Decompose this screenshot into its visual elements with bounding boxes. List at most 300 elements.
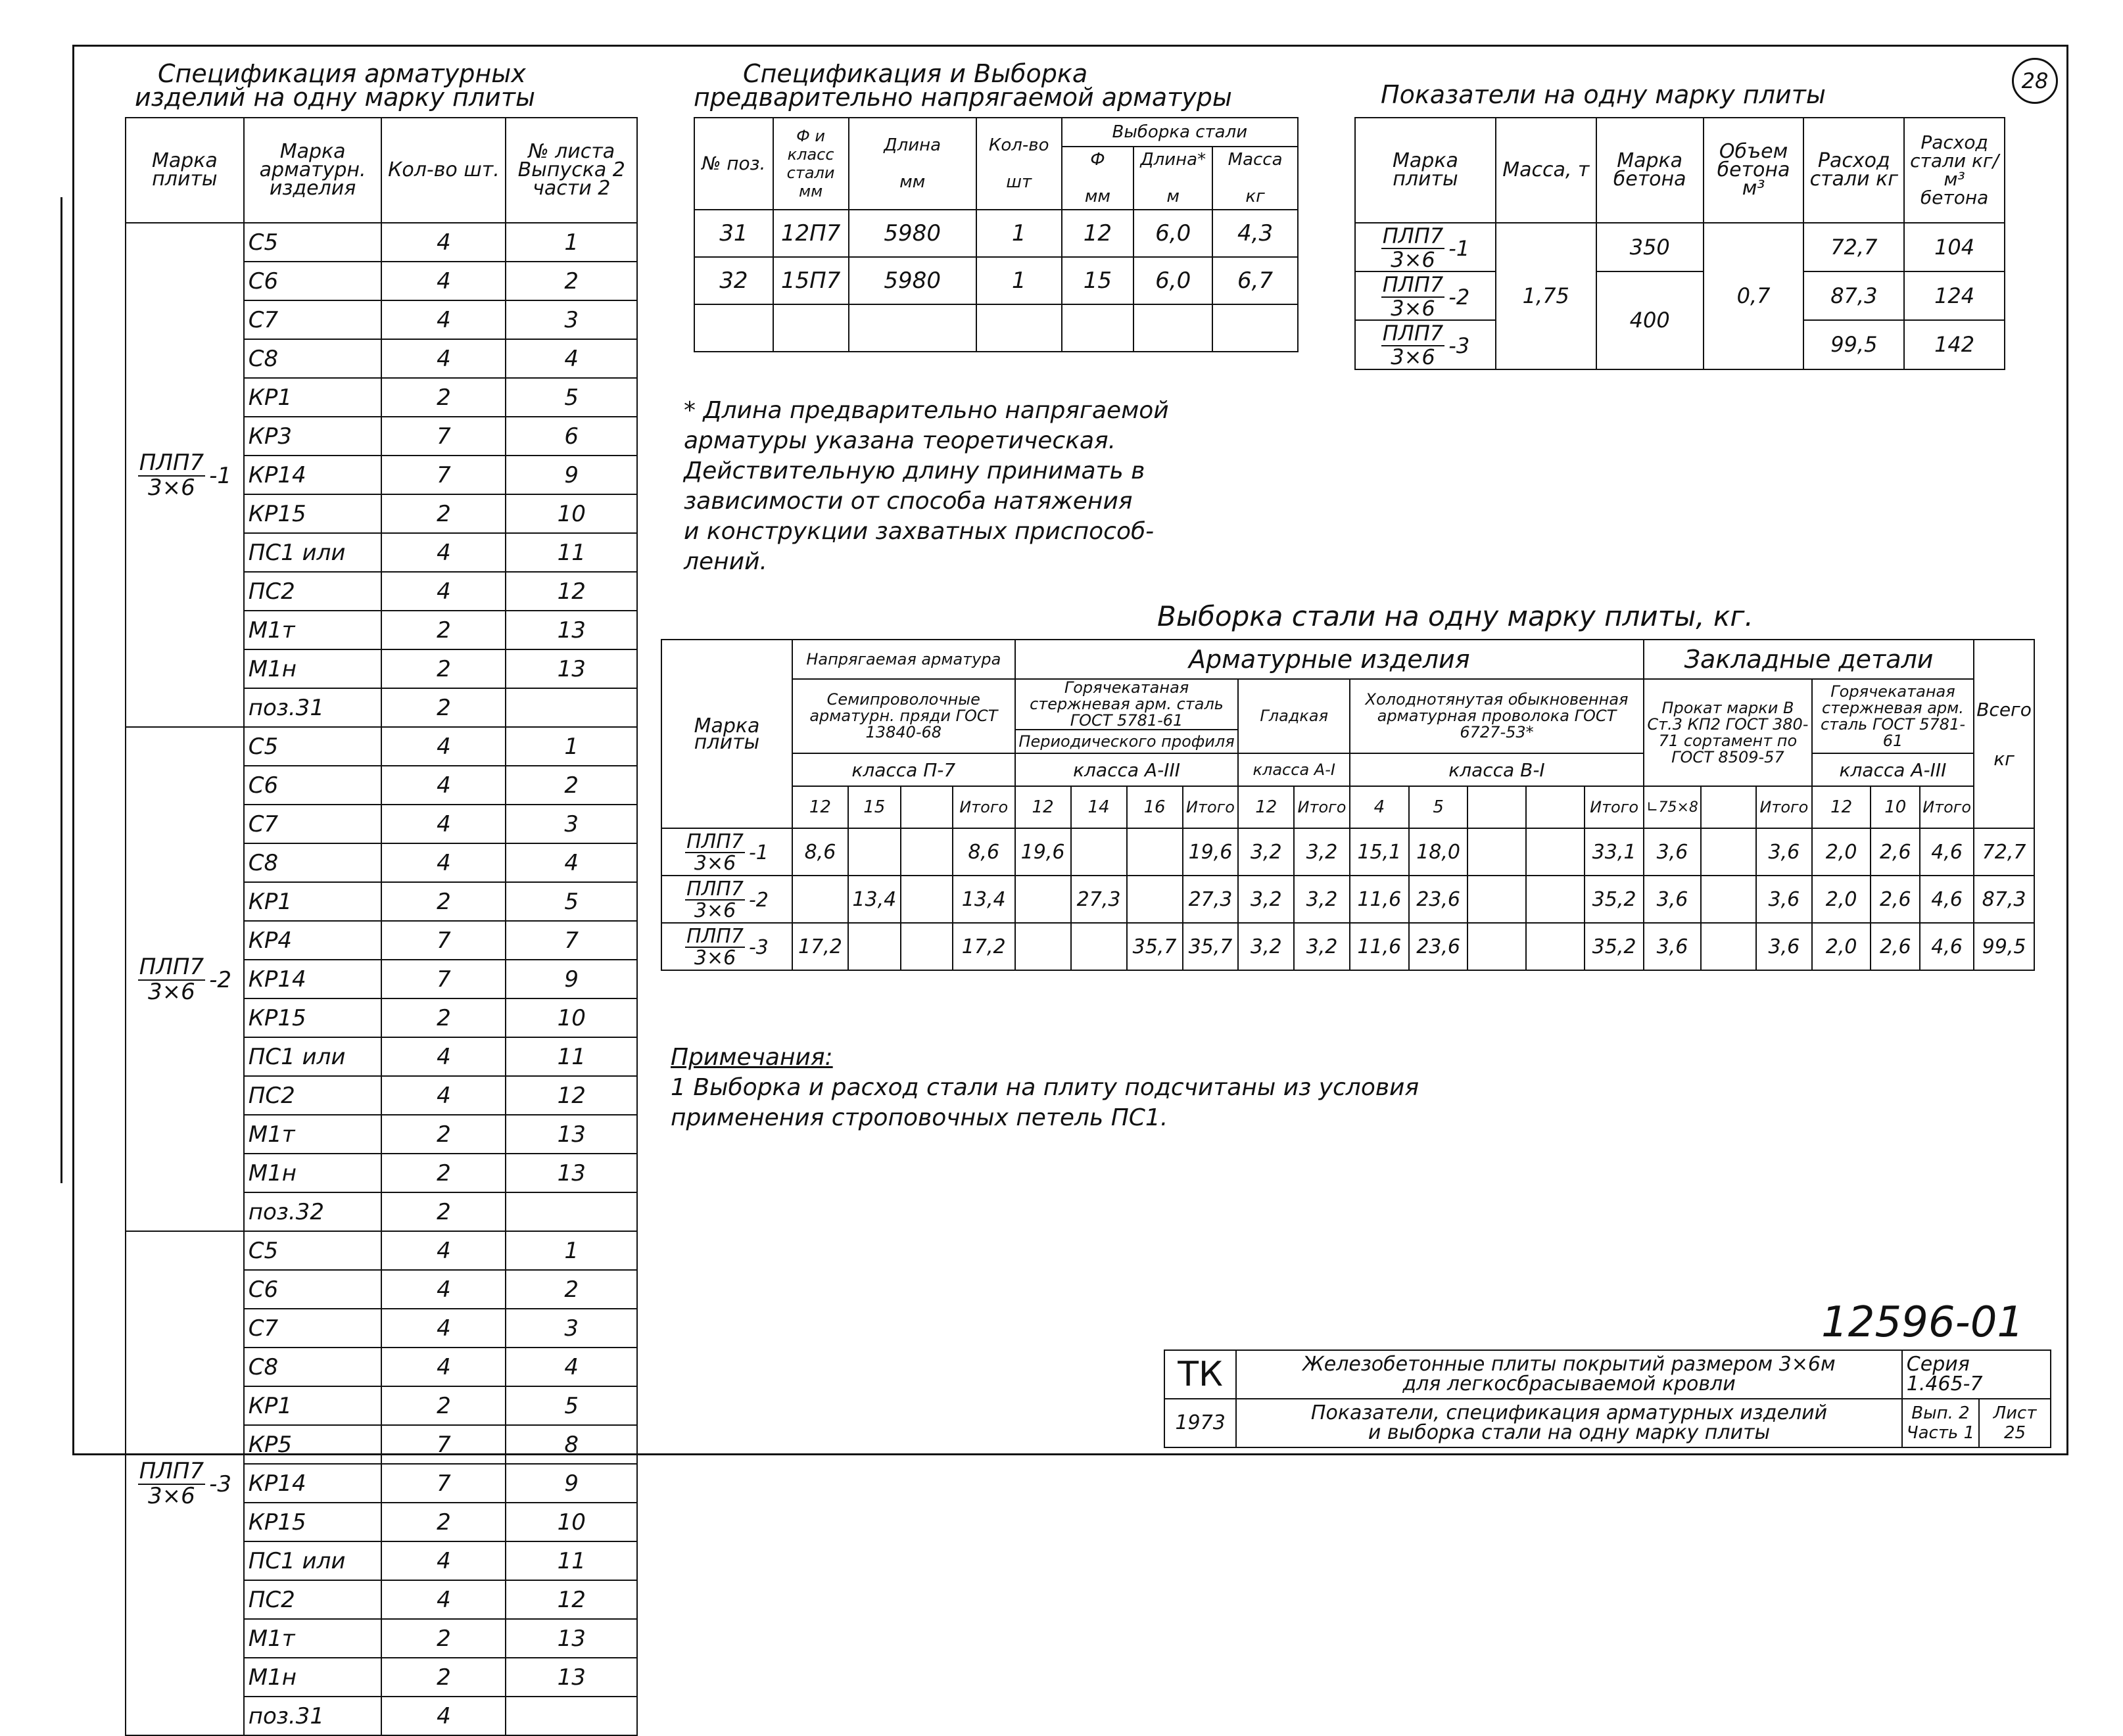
- pre-cell: 5980: [849, 210, 976, 257]
- spec-cell-product: КР3: [244, 417, 382, 456]
- spec-cell-product: С6: [244, 1270, 382, 1309]
- pre-cell: 12П7: [773, 210, 849, 257]
- spec-cell-product: С6: [244, 262, 382, 300]
- spec-cell-product: С7: [244, 1309, 382, 1348]
- stl-class-a3: класса А-III: [1015, 753, 1239, 786]
- stl-cell: [1467, 923, 1526, 970]
- stl-cell: [1526, 828, 1585, 876]
- spec-cell-qty: 2: [381, 1658, 506, 1697]
- spec-cell-qty: 4: [381, 262, 506, 300]
- ind-cell-steel: 72,7: [1803, 223, 1904, 271]
- stl-cell: [901, 923, 953, 970]
- spec-mark-fraction: [138, 452, 205, 500]
- stl-cell: 35,7: [1127, 923, 1183, 970]
- document-number: 12596-01: [1821, 1298, 2024, 1347]
- spec-row: [126, 1231, 637, 1270]
- left-margin-line: [60, 197, 62, 1183]
- stl-class-a1: класса А-I: [1238, 753, 1350, 786]
- stl-cell-mark: [661, 923, 792, 970]
- stamp-title: Железобетонные плиты покрытий размером 3×6м для легкосбрасываемой кровли: [1236, 1350, 1902, 1399]
- spec-cell-product: М1т: [244, 1619, 382, 1658]
- ind-mark: [1381, 225, 1469, 271]
- stl-cell: 3,6: [1644, 876, 1701, 923]
- stl-row: [661, 828, 2034, 876]
- title-stamp: [1164, 1349, 2051, 1448]
- pre-row: [694, 304, 1298, 352]
- spec-cell-qty: 4: [381, 766, 506, 805]
- spec-cell-qty: 4: [381, 339, 506, 378]
- spec-cell-sheet: 10: [506, 494, 637, 533]
- ind-mark: [1381, 323, 1469, 368]
- pre-cell: 6,0: [1133, 257, 1212, 304]
- spec-mark-numerator: ПЛП7: [139, 1458, 204, 1485]
- indicators-table: [1354, 117, 2005, 370]
- stl-cell: 4,6: [1920, 828, 1974, 876]
- stamp-issue: Вып. 2 Часть 1: [1902, 1399, 1979, 1447]
- stl-diameter: 16: [1127, 786, 1183, 828]
- ind-cell-perm3: 104: [1904, 223, 2005, 271]
- spec-mark-label: [138, 956, 231, 1004]
- stl-col-prestress: Напрягаемая арматура: [792, 640, 1015, 679]
- spec-mark-suffix: -2: [209, 967, 231, 993]
- spec-cell-product: С5: [244, 1231, 382, 1270]
- pre-cell: 4,3: [1212, 210, 1298, 257]
- spec-cell-sheet: 5: [506, 882, 637, 921]
- spec-cell-sheet: 9: [506, 456, 637, 494]
- spec-cell-product: КР15: [244, 494, 382, 533]
- spec-cell-qty: 4: [381, 1076, 506, 1115]
- prestress-table: [694, 117, 1299, 352]
- stl-cell: 3,6: [1644, 828, 1701, 876]
- stl-mark-numerator: ПЛП7: [686, 877, 744, 901]
- pre-cell: [1133, 304, 1212, 352]
- stl-cell: 23,6: [1409, 923, 1468, 970]
- spec-cell-sheet: 4: [506, 843, 637, 882]
- spec-group-mark: [126, 727, 244, 1231]
- spec-cell-qty: 2: [381, 378, 506, 417]
- pre-cell: 6,0: [1133, 210, 1212, 257]
- spec-mark-suffix: -3: [209, 1471, 231, 1497]
- stl-cell: 19,6: [1183, 828, 1239, 876]
- stl-itogo: Итого: [1585, 786, 1644, 828]
- stl-col-rolled: Прокат марки В Ст.3 КП2 ГОСТ 380-71 сортамент по ГОСТ 8509-57: [1644, 679, 1812, 786]
- pre-cell: 12: [1062, 210, 1134, 257]
- stl-cell: 4,6: [1920, 923, 1974, 970]
- stl-cell: [1127, 828, 1183, 876]
- spec-mark-fraction: [138, 1460, 205, 1508]
- ind-mark-suffix: -3: [1448, 333, 1470, 358]
- spec-cell-sheet: 3: [506, 300, 637, 339]
- ind-mark-numerator: ПЛП7: [1382, 321, 1444, 346]
- ind-col-perm3: Расход стали кг/м³ бетона: [1904, 118, 2005, 223]
- spec-cell-product: М1н: [244, 1154, 382, 1192]
- stl-cell: 3,2: [1238, 876, 1294, 923]
- stl-diameter: 12: [1812, 786, 1871, 828]
- spec-cell-product: ПС1 или: [244, 1037, 382, 1076]
- stl-cell: 15,1: [1350, 828, 1409, 876]
- stl-cell: 2,6: [1871, 923, 1920, 970]
- stl-col-total: Всего кг: [1974, 640, 2034, 828]
- stl-cell: 3,6: [1644, 923, 1701, 970]
- stl-cell: 17,2: [953, 923, 1015, 970]
- stl-cell: 17,2: [792, 923, 848, 970]
- spec-cell-sheet: 7: [506, 921, 637, 960]
- spec-cell-product: КР14: [244, 1464, 382, 1503]
- ind-mark-suffix: -1: [1448, 235, 1470, 261]
- spec-cell-sheet: 13: [506, 649, 637, 688]
- stl-diameter: [1526, 786, 1585, 828]
- pre-col-m: Масса кг: [1212, 147, 1298, 210]
- spec-cell-product: КР14: [244, 960, 382, 998]
- spec-row: [126, 223, 637, 262]
- spec-cell-sheet: 12: [506, 572, 637, 611]
- spec-col-mark: Марка плиты: [126, 118, 244, 223]
- sheet-number: 28: [2021, 68, 2049, 93]
- stl-cell: 19,6: [1015, 828, 1071, 876]
- stl-mark-fraction: [685, 832, 745, 874]
- spec-cell-product: КР5: [244, 1425, 382, 1464]
- spec-col-product: Марка арматурн. изделия: [244, 118, 382, 223]
- spec-mark-label: [138, 452, 231, 500]
- stl-row: [661, 876, 2034, 923]
- spec-row: [126, 727, 637, 766]
- ind-cell-mark: [1355, 320, 1496, 369]
- spec-cell-product: ПС1 или: [244, 533, 382, 572]
- prestress-title: Спецификация и Выборка: [743, 59, 1088, 88]
- spec-group-mark: [126, 223, 244, 727]
- spec-cell-sheet: 5: [506, 1386, 637, 1425]
- stl-cell: 3,2: [1238, 923, 1294, 970]
- stl-cell: 2,0: [1812, 923, 1871, 970]
- spec-cell-qty: 7: [381, 921, 506, 960]
- stamp-year: 1973: [1164, 1399, 1236, 1447]
- stl-diameter: 4: [1350, 786, 1409, 828]
- stl-col-embedded: Закладные детали: [1644, 640, 1974, 679]
- stl-col-products: Арматурные изделия: [1015, 640, 1644, 679]
- stl-col-cold: Холоднотянутая обыкновенная арматурная проволока ГОСТ 6727-53*: [1350, 679, 1644, 753]
- sheet-number-circle: [2012, 58, 2058, 104]
- stl-cell: [1526, 876, 1585, 923]
- stl-cell: 3,2: [1294, 923, 1350, 970]
- stl-diameter: 12: [1015, 786, 1071, 828]
- ind-cell-concrete: 350: [1596, 223, 1704, 271]
- spec-cell-sheet: 1: [506, 223, 637, 262]
- spec-cell-product: КР14: [244, 456, 382, 494]
- spec-group-mark: [126, 1231, 244, 1735]
- stl-col-hot: Горячекатаная стержневая арм. сталь ГОСТ 5781-61: [1015, 679, 1239, 730]
- spec-cell-sheet: 4: [506, 339, 637, 378]
- stl-cell: 2,6: [1871, 828, 1920, 876]
- spec-cell-product: С5: [244, 727, 382, 766]
- spec-cell-product: М1н: [244, 1658, 382, 1697]
- stl-cell: [1467, 828, 1526, 876]
- stl-cell-mark: [661, 828, 792, 876]
- ind-row: [1355, 223, 2005, 271]
- spec-title: Спецификация арматурных: [158, 59, 526, 88]
- stl-mark-denominator: 3×6: [694, 852, 736, 875]
- stl-cell: [901, 876, 953, 923]
- stl-class-p7: класса П-7: [792, 753, 1015, 786]
- stl-mark: [685, 879, 769, 922]
- pre-col-qty: Кол-во шт: [976, 118, 1062, 210]
- spec-cell-sheet: 2: [506, 262, 637, 300]
- ind-mark-fraction: [1381, 323, 1445, 368]
- stl-cell: [1701, 876, 1756, 923]
- stl-cell: 3,6: [1756, 923, 1812, 970]
- spec-cell-qty: 4: [381, 572, 506, 611]
- stl-mark-fraction: [685, 879, 745, 922]
- spec-cell-qty: 2: [381, 882, 506, 921]
- pre-cell: [976, 304, 1062, 352]
- stl-cell: [1015, 923, 1071, 970]
- stl-itogo: Итого: [1183, 786, 1239, 828]
- stl-cell: [1701, 828, 1756, 876]
- stl-cell: [792, 876, 848, 923]
- spec-cell-product: С6: [244, 766, 382, 805]
- stl-diameter: 15: [848, 786, 901, 828]
- ind-mark-suffix: -2: [1448, 284, 1470, 310]
- stl-cell: 35,2: [1585, 923, 1644, 970]
- ind-cell-mass: 1,75: [1496, 223, 1596, 369]
- stl-cell: [1071, 828, 1127, 876]
- stl-cell: 2,6: [1871, 876, 1920, 923]
- stl-cell: 99,5: [1974, 923, 2034, 970]
- stl-cell: 3,6: [1756, 876, 1812, 923]
- spec-mark-denominator: 3×6: [148, 1483, 195, 1509]
- stl-col-smooth: Гладкая: [1238, 679, 1350, 753]
- stl-mark-suffix: -3: [748, 935, 769, 959]
- pre-cell: 6,7: [1212, 257, 1298, 304]
- ind-row: [1355, 271, 2005, 320]
- spec-cell-sheet: [506, 1697, 637, 1735]
- stamp-subtitle: Показатели, спецификация арматурных изделий и выборка стали на одну марку плиты: [1236, 1399, 1902, 1447]
- spec-cell-qty: 7: [381, 960, 506, 998]
- stl-mark-numerator: ПЛП7: [686, 830, 744, 853]
- spec-cell-qty: 4: [381, 1309, 506, 1348]
- pre-cell: 5980: [849, 257, 976, 304]
- spec-cell-sheet: 10: [506, 1503, 637, 1541]
- spec-cell-product: КР1: [244, 1386, 382, 1425]
- stl-col-periodic: Периодического профиля: [1015, 730, 1239, 753]
- stl-col-hot2: Горячекатаная стержневая арм. сталь ГОСТ 5781-61: [1812, 679, 1974, 753]
- spec-cell-sheet: 12: [506, 1580, 637, 1619]
- spec-cell-sheet: 11: [506, 533, 637, 572]
- spec-cell-qty: 7: [381, 1464, 506, 1503]
- spec-cell-product: С5: [244, 223, 382, 262]
- spec-cell-sheet: [506, 1192, 637, 1231]
- ind-cell-steel: 87,3: [1803, 271, 1904, 320]
- spec-cell-product: КР1: [244, 378, 382, 417]
- spec-mark-suffix: -1: [209, 463, 231, 489]
- spec-col-qty: Кол-во шт.: [381, 118, 506, 223]
- stl-mark-denominator: 3×6: [694, 899, 736, 922]
- stl-cell: 3,2: [1294, 828, 1350, 876]
- stl-row: [661, 923, 2034, 970]
- spec-cell-qty: 2: [381, 1154, 506, 1192]
- spec-cell-qty: 2: [381, 998, 506, 1037]
- stl-cell: [848, 828, 901, 876]
- spec-cell-product: М1т: [244, 1115, 382, 1154]
- ind-col-steel: Расход стали кг: [1803, 118, 1904, 223]
- spec-table: [125, 117, 638, 1736]
- stl-itogo: Итого: [1756, 786, 1812, 828]
- spec-cell-sheet: 4: [506, 1348, 637, 1386]
- stl-itogo: Итого: [953, 786, 1015, 828]
- pre-cell: [694, 304, 773, 352]
- pre-row: [694, 210, 1298, 257]
- spec-cell-sheet: 2: [506, 766, 637, 805]
- pre-col-l: Длина* м: [1133, 147, 1212, 210]
- stl-diameter: 12: [1238, 786, 1294, 828]
- spec-cell-product: М1т: [244, 611, 382, 649]
- pre-cell: [849, 304, 976, 352]
- spec-cell-qty: 7: [381, 1425, 506, 1464]
- steel-title: Выборка стали на одну марку плиты, кг.: [1157, 600, 1753, 632]
- spec-cell-qty: 4: [381, 223, 506, 262]
- spec-cell-sheet: 8: [506, 1425, 637, 1464]
- stamp-tk: ТК: [1164, 1350, 1236, 1399]
- stl-profile: ∟75×8: [1644, 786, 1701, 828]
- stl-cell: 72,7: [1974, 828, 2034, 876]
- spec-cell-sheet: 1: [506, 727, 637, 766]
- ind-mark-denominator: 3×6: [1391, 295, 1435, 321]
- stl-cell: 13,4: [953, 876, 1015, 923]
- spec-cell-qty: 4: [381, 1348, 506, 1386]
- stl-mark-suffix: -2: [748, 888, 769, 912]
- spec-cell-product: С7: [244, 805, 382, 843]
- pre-cell: 1: [976, 257, 1062, 304]
- spec-cell-product: ПС2: [244, 572, 382, 611]
- spec-cell-product: С8: [244, 339, 382, 378]
- stamp-sheet: Лист 25: [1979, 1399, 2051, 1447]
- stl-class-b1: класса В-I: [1350, 753, 1644, 786]
- spec-cell-product: КР1: [244, 882, 382, 921]
- stl-mark-fraction: [685, 926, 745, 969]
- ind-cell-mark: [1355, 271, 1496, 320]
- pre-col-len: Длина мм: [849, 118, 976, 210]
- stl-cell: [848, 923, 901, 970]
- stl-cell: [1701, 923, 1756, 970]
- stl-mark-numerator: ПЛП7: [686, 924, 744, 948]
- steel-table: [661, 639, 2035, 971]
- spec-cell-sheet: 3: [506, 1309, 637, 1348]
- spec-cell-sheet: 13: [506, 1658, 637, 1697]
- ind-mark-numerator: ПЛП7: [1382, 272, 1444, 298]
- stl-cell: 13,4: [848, 876, 901, 923]
- pre-col-d: Ф мм: [1062, 147, 1134, 210]
- spec-cell-sheet: 13: [506, 611, 637, 649]
- pre-col-group: Выборка стали: [1062, 118, 1298, 147]
- spec-cell-product: ПС2: [244, 1076, 382, 1115]
- ind-col-concrete: Марка бетона: [1596, 118, 1704, 223]
- spec-cell-product: С7: [244, 300, 382, 339]
- spec-cell-product: М1н: [244, 649, 382, 688]
- spec-cell-qty: 2: [381, 649, 506, 688]
- stl-diameter: [901, 786, 953, 828]
- spec-cell-qty: 2: [381, 611, 506, 649]
- stl-cell: 18,0: [1409, 828, 1468, 876]
- spec-cell-sheet: 11: [506, 1541, 637, 1580]
- stl-diameter: 14: [1071, 786, 1127, 828]
- stl-cell: 35,2: [1585, 876, 1644, 923]
- pre-cell: [773, 304, 849, 352]
- pre-col-pos: № поз.: [694, 118, 773, 210]
- spec-cell-product: ПС1 или: [244, 1541, 382, 1580]
- spec-cell-product: КР15: [244, 998, 382, 1037]
- ind-cell-perm3: 142: [1904, 320, 2005, 369]
- ind-col-volume: Объем бетона м³: [1704, 118, 1804, 223]
- stl-cell: [901, 828, 953, 876]
- pre-cell: 1: [976, 210, 1062, 257]
- ind-mark-fraction: [1381, 225, 1445, 271]
- stl-mark-suffix: -1: [748, 841, 769, 864]
- spec-mark-fraction: [138, 956, 205, 1004]
- stamp-series: Серия 1.465-7: [1902, 1350, 2051, 1399]
- stl-cell: [1526, 923, 1585, 970]
- spec-mark-numerator: ПЛП7: [139, 450, 204, 477]
- spec-cell-sheet: 13: [506, 1115, 637, 1154]
- spec-cell-qty: 4: [381, 727, 506, 766]
- spec-cell-qty: 4: [381, 843, 506, 882]
- spec-cell-qty: 2: [381, 1619, 506, 1658]
- spec-cell-qty: 2: [381, 1503, 506, 1541]
- spec-cell-qty: 2: [381, 688, 506, 727]
- stl-profile-blank: [1701, 786, 1756, 828]
- spec-cell-sheet: 6: [506, 417, 637, 456]
- spec-mark-numerator: ПЛП7: [139, 954, 204, 981]
- stl-cell: 3,2: [1238, 828, 1294, 876]
- spec-cell-product: С8: [244, 1348, 382, 1386]
- stl-itogo: Итого: [1920, 786, 1974, 828]
- ind-col-mark: Марка плиты: [1355, 118, 1496, 223]
- spec-cell-qty: 4: [381, 1580, 506, 1619]
- ind-cell-mark: [1355, 223, 1496, 271]
- stl-cell: 11,6: [1350, 923, 1409, 970]
- stl-cell: 27,3: [1071, 876, 1127, 923]
- pre-col-dia: Ф и класс стали мм: [773, 118, 849, 210]
- stl-mark: [685, 832, 769, 874]
- indicators-title: Показатели на одну марку плиты: [1381, 80, 1826, 109]
- stl-diameter: [1467, 786, 1526, 828]
- spec-cell-qty: 4: [381, 1541, 506, 1580]
- pre-cell: 15: [1062, 257, 1134, 304]
- spec-cell-product: поз.32: [244, 1192, 382, 1231]
- stl-cell: 2,0: [1812, 828, 1871, 876]
- spec-cell-qty: 2: [381, 1115, 506, 1154]
- spec-mark-denominator: 3×6: [148, 979, 195, 1005]
- spec-cell-sheet: [506, 688, 637, 727]
- spec-cell-sheet: 11: [506, 1037, 637, 1076]
- spec-cell-product: КР4: [244, 921, 382, 960]
- spec-cell-sheet: 9: [506, 960, 637, 998]
- spec-cell-sheet: 5: [506, 378, 637, 417]
- spec-cell-sheet: 2: [506, 1270, 637, 1309]
- stl-cell: 35,7: [1183, 923, 1239, 970]
- stl-mark-denominator: 3×6: [694, 947, 736, 970]
- ind-mark-numerator: ПЛП7: [1382, 223, 1444, 248]
- stl-cell: 11,6: [1350, 876, 1409, 923]
- stl-col-mark: Марка плиты: [661, 640, 792, 828]
- spec-cell-qty: 7: [381, 417, 506, 456]
- prestress-footnote: * Длина предварительно напрягаемой арматуры указана теоретическая. Действительную длину принимать в зависимости от способа натяжения и конструкции захватных приспособ- лений.: [684, 397, 1169, 575]
- ind-cell-perm3: 124: [1904, 271, 2005, 320]
- stl-diameter: 10: [1871, 786, 1920, 828]
- spec-cell-qty: 4: [381, 1037, 506, 1076]
- ind-cell-steel: 99,5: [1803, 320, 1904, 369]
- stl-diameter: 5: [1409, 786, 1468, 828]
- stl-cell: [1071, 923, 1127, 970]
- stl-cell: 4,6: [1920, 876, 1974, 923]
